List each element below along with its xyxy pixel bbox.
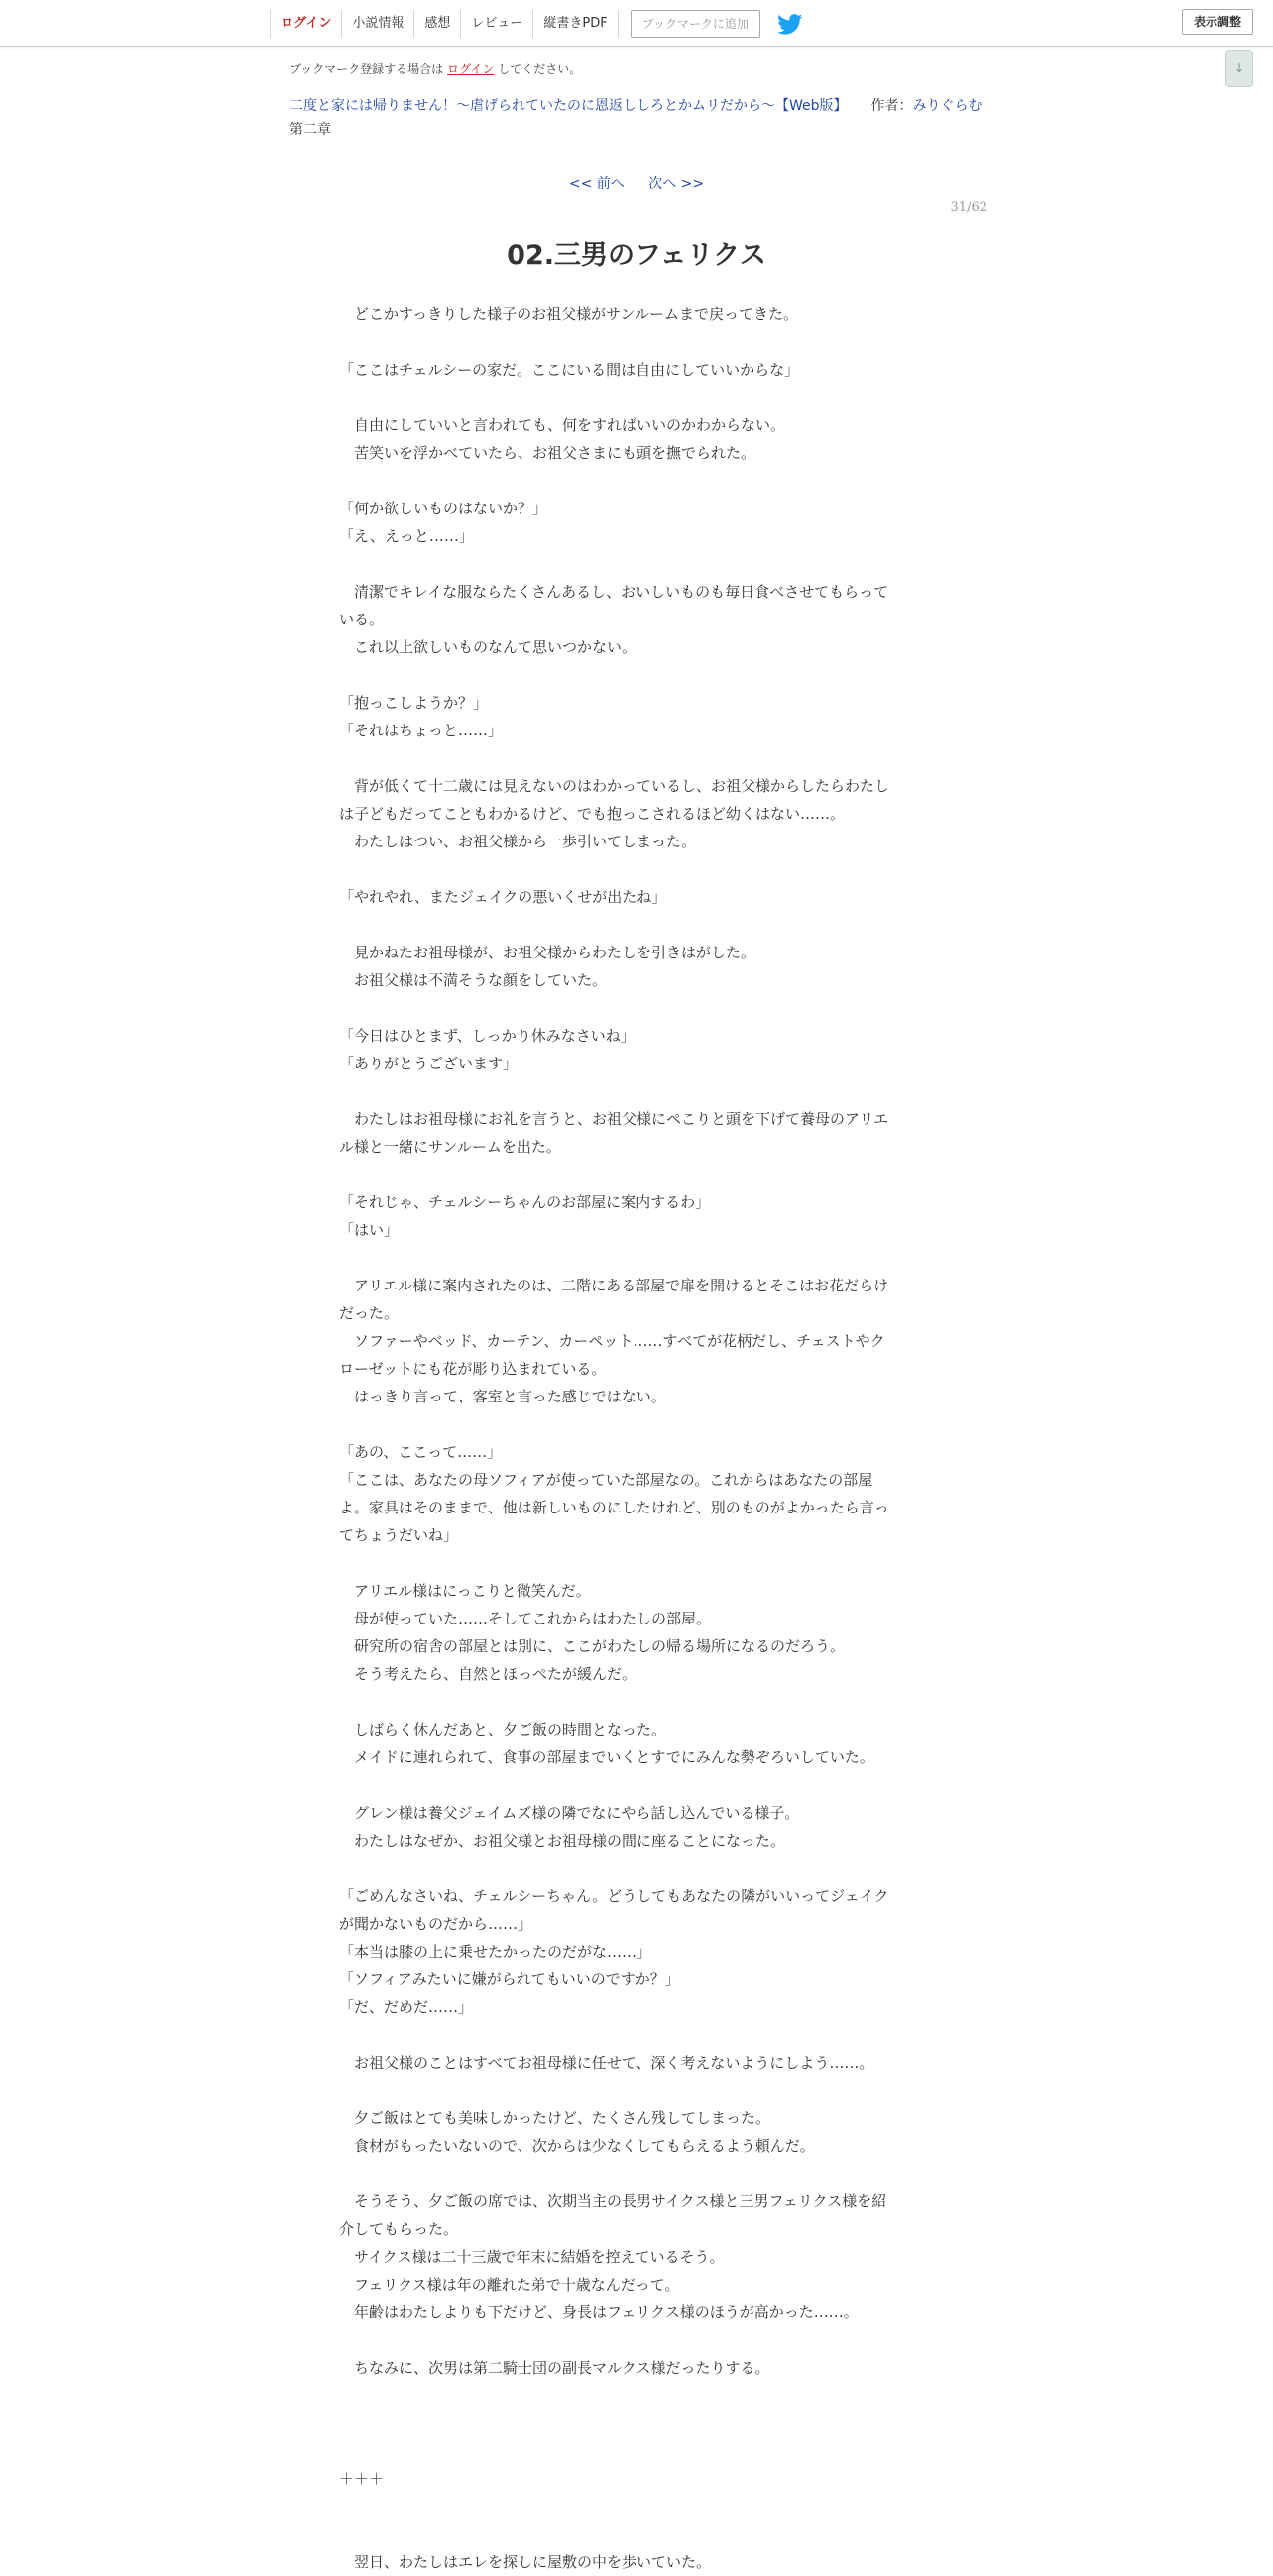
body-line: [339, 2076, 934, 2104]
body-line: はっきり言って、客室と言った感じではない。: [339, 1388, 666, 1405]
body-line: アリエル様はにっこりと微笑んだ。: [339, 1582, 591, 1600]
body-line: そう考えたら、自然とほっぺたが緩んだ。: [339, 1665, 637, 1683]
episode-title: 02.三男のフェリクス: [507, 240, 766, 271]
login-note-link[interactable]: ログイン: [447, 62, 495, 76]
body-line: [339, 1854, 934, 1882]
body-line: [339, 328, 934, 356]
body-line: ソファーやベッド、カーテン、カーペット……すべてが花柄だし、チェストやク: [339, 1332, 885, 1350]
body-line: [339, 1410, 934, 1438]
body-line: どこかすっきりした様子のお祖父様がサンルームまで戻ってきた。: [339, 305, 798, 323]
author-label: 作者：: [870, 98, 913, 114]
chapter-title: 第二章: [289, 122, 331, 138]
body-line: [339, 1688, 934, 1716]
next-episode-link[interactable]: 次へ >>: [648, 176, 705, 192]
body-line: [339, 911, 934, 939]
nav-novel-info-link[interactable]: 小説情報: [341, 10, 413, 38]
body-line: 「ここはチェルシーの家だ。ここにいる間は自由にしていいからな」: [339, 361, 800, 379]
body-line: [339, 2493, 934, 2520]
body-line: 自由にしていいと言われても、何をすればいいのかわからない。: [339, 416, 786, 434]
nav-login-link[interactable]: ログイン: [270, 10, 341, 38]
body-line: 「ありがとうございます」: [339, 1055, 519, 1072]
body-line: ローゼットにも花が彫り込まれている。: [339, 1360, 607, 1378]
body-line: お祖父様のことはすべてお祖母様に任せて、深く考えないようにしよう……。: [339, 2054, 874, 2072]
body-line: お祖父様は不満そうな顔をしていた。: [339, 971, 608, 989]
body-line: サイクス様は二十三歳で年末に結婚を控えているそう。: [339, 2248, 725, 2266]
body-line: 見かねたお祖母様が、お祖父様からわたしを引きはがした。: [339, 944, 756, 961]
episode-count: 31/62: [950, 200, 987, 215]
nav-impressions-link[interactable]: 感想: [413, 10, 460, 38]
body-line: は子どもだってこともわかるけど、でも抱っこされるほど幼くはない……。: [339, 805, 846, 823]
episode-pager: [0, 173, 1273, 193]
body-line: 「それじゃ、チェルシーちゃんのお部屋に案内するわ」: [339, 1193, 711, 1211]
body-line: 清潔でキレイな服ならたくさんあるし、おいしいものも毎日食べさせてもらって: [339, 583, 889, 601]
nav-vertical-pdf-link[interactable]: 縦書きPDF: [532, 10, 618, 38]
body-line: [339, 384, 934, 411]
novel-body-text: [339, 300, 934, 2576]
body-line: てちょうだいね」: [339, 1526, 459, 1544]
bookmark-login-note: [289, 60, 581, 77]
body-line: [339, 661, 934, 689]
body-line: [339, 467, 934, 495]
body-line: 「それはちょっと……」: [339, 722, 504, 739]
body-line: 苦笑いを浮かべていたら、お祖父さまにも頭を撫でられた。: [339, 444, 756, 462]
body-line: [339, 1077, 934, 1105]
author-link[interactable]: みりぐらむ: [912, 98, 983, 114]
body-line: [339, 1161, 934, 1188]
nav-menu: [270, 9, 803, 39]
body-line: [339, 2520, 934, 2548]
body-line: 「あの、ここって……」: [339, 1443, 503, 1461]
body-line: [339, 2437, 934, 2465]
body-line: 「ごめんなさいね、チェルシーちゃん。どうしてもあなたの隣がいいってジェイク: [339, 1887, 889, 1905]
body-line: わたしはお祖母様にお礼を言うと、お祖父様にペこりと頭を下げて養母のアリエ: [339, 1110, 889, 1128]
body-line: わたしはなぜか、お祖父様とお祖母様の間に座ることになった。: [339, 1832, 786, 1849]
body-line: [339, 550, 934, 578]
body-line: [339, 994, 934, 1022]
body-line: [339, 2382, 934, 2409]
body-line: [339, 1549, 934, 1577]
body-line: 翌日、わたしはエレを探しに屋敷の中を歩いていた。: [339, 2553, 712, 2571]
body-line: 「ソフィアみたいに嫌がられてもいいのですか？」: [339, 1970, 680, 1988]
body-line: だった。: [339, 1304, 400, 1322]
body-line: グレン様は養父ジェイムズ様の隣でなにやら話し込んでいる様子。: [339, 1804, 800, 1822]
body-line: [339, 744, 934, 772]
body-line: [339, 2160, 934, 2187]
novel-title-line: [289, 95, 1003, 115]
body-line: 母が使っていた……そしてこれからはわたしの部屋。: [339, 1610, 712, 1627]
body-line: 「ここは、あなたの母ソフィアが使っていた部屋なの。これからはあなたの部屋: [339, 1471, 873, 1489]
body-line: そうそう、夕ご飯の席では、次期当主の長男サイクス様と三男フェリクス様を紹: [339, 2192, 887, 2210]
body-line: [339, 1244, 934, 1272]
login-note-text: ブックマーク登録する場合は: [289, 62, 444, 76]
body-line: よ。家具はそのままで、他は新しいものにしたけれど、別のものがよかったら言っ: [339, 1499, 889, 1516]
body-line: ちなみに、次男は第二騎士団の副長マルクス様だったりする。: [339, 2359, 770, 2377]
body-line: いる。: [339, 611, 385, 628]
body-line: わたしはつい、お祖父様から一歩引いてしまった。: [339, 833, 697, 850]
body-line: 「今日はひとまず、しっかり休みなさいね」: [339, 1027, 636, 1045]
body-line: が聞かないものだから……」: [339, 1915, 533, 1933]
body-line: ル様と一緒にサンルームを出た。: [339, 1138, 561, 1156]
body-line: 夕ご飯はとても美味しかったけど、たくさん残してしまった。: [339, 2109, 771, 2127]
body-line: 「何か欲しいものはないか？」: [339, 500, 548, 517]
body-line: 食材がもったいないので、次からは少なくしてもらえるよう頼んだ。: [339, 2137, 815, 2155]
body-line: 「やれやれ、またジェイクの悪いくせが出たね」: [339, 888, 667, 906]
prev-episode-link[interactable]: << 前へ: [568, 176, 625, 192]
novel-title-link[interactable]: 二度と家には帰りません！～虐げられていたのに恩返ししろとかムリだから～【Web版】: [289, 98, 848, 114]
body-line: 介してもらった。: [339, 2220, 459, 2238]
twitter-icon[interactable]: [777, 13, 803, 35]
body-line: 研究所の宿舎の部屋とは別に、ここがわたしの帰る場所になるのだろう。: [339, 1637, 846, 1655]
body-line: 「抱っこしようか？」: [339, 694, 489, 712]
body-line: しばらく休んだあと、夕ご飯の時間となった。: [339, 1721, 667, 1738]
body-line: 背が低くて十二歳には見えないのはわかっているし、お祖父様からしたらわたし: [339, 777, 890, 795]
top-nav-bar: [0, 0, 1273, 47]
body-line: 「本当は膝の上に乗せたかったのだがな……」: [339, 1943, 652, 1960]
display-settings-button[interactable]: 表示調整: [1182, 9, 1253, 35]
body-line: メイドに連れられて、食事の部屋までいくとすでにみんな勢ぞろいしていた。: [339, 1748, 874, 1766]
body-line: 年齢はわたしよりも下だけど、身長はフェリクス様のほうが高かった……。: [339, 2303, 859, 2321]
body-line: 「え、えっと……」: [339, 527, 474, 545]
body-line: ＋＋＋: [339, 2470, 385, 2488]
body-line: [339, 2326, 934, 2354]
add-bookmark-button[interactable]: ブックマークに追加: [631, 10, 760, 38]
body-line: [339, 2409, 934, 2437]
body-line: [339, 2021, 934, 2049]
nav-review-link[interactable]: レビュー: [460, 10, 532, 38]
scroll-down-tab[interactable]: ↓: [1225, 50, 1253, 87]
login-note-suffix: してください。: [498, 62, 582, 76]
body-line: アリエル様に案内されたのは、二階にある部屋で扉を開けるとそこはお花だらけ: [339, 1277, 889, 1294]
body-line: これ以上欲しいものなんて思いつかない。: [339, 638, 637, 656]
body-line: 「はい」: [339, 1221, 400, 1239]
body-line: 「だ、だめだ……」: [339, 1998, 474, 2016]
body-line: [339, 855, 934, 883]
body-line: [339, 1771, 934, 1799]
body-line: フェリクス様は年の離れた弟で十歳なんだって。: [339, 2276, 680, 2294]
